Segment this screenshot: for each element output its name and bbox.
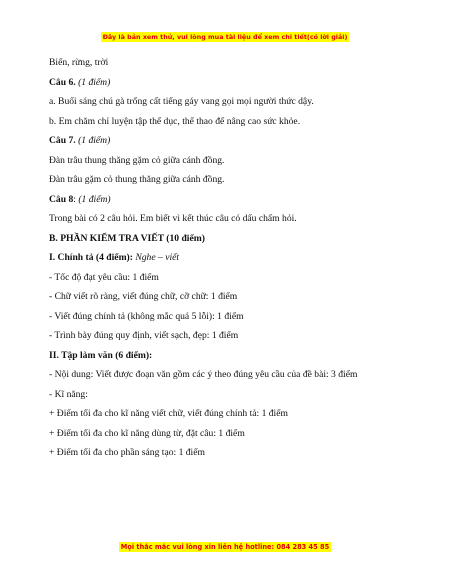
answer-key-content xyxy=(49,56,439,466)
question-8-heading xyxy=(49,193,439,213)
section-b-heading: B. PHẦN KIỂM TRA VIẾT (10 điểm) xyxy=(49,232,205,244)
question-6-heading xyxy=(49,76,439,96)
rubric-item: - Kĩ năng: xyxy=(49,388,88,400)
preview-notice-text: Đây là bản xem thử, vui lòng mua tài liệu để xem chi tiết(có lời giải) xyxy=(102,33,348,41)
hotline-text: Mọi thắc mắc vui lòng xin liên hệ hotline: 084 283 45 85 xyxy=(120,543,330,551)
rubric-item: - Viết đúng chính tả (không mắc quá 5 lỗi): 1 điểm xyxy=(49,310,244,322)
answer-line: a. Buổi sáng chú gà trống cất tiếng gáy vang gọi mọi người thức dậy. xyxy=(49,96,314,107)
question-points: (1 điểm) xyxy=(78,193,111,205)
answer-line: Đàn trâu thung thăng gặm cỏ giữa cánh đồng. xyxy=(49,154,225,166)
rubric-item: - Trình bày đúng quy định, viết sạch, đẹp: 1 điểm xyxy=(49,330,239,341)
answer-line: Biển, rừng, trời xyxy=(49,57,109,68)
rubric-item: - Chữ viết rõ ràng, viết đúng chữ, cỡ chữ: 1 điểm xyxy=(49,291,238,302)
hotline-banner xyxy=(0,536,450,554)
rubric-item: + Điểm tối đa cho kĩ năng dùng từ, đặt câu: 1 điểm xyxy=(49,427,245,439)
question-label: Câu 6. xyxy=(49,76,76,88)
rubric-item: - Nội dung: Viết được đoạn văn gồm các ý theo đúng yêu cầu của đề bài: 3 điểm xyxy=(49,369,358,380)
subsection-2-heading: II. Tập làm văn (6 điểm): xyxy=(49,349,153,361)
rubric-item: - Tốc độ đạt yêu cầu: 1 điểm xyxy=(49,271,159,283)
preview-notice-banner xyxy=(0,26,450,44)
subsection-title: I. Chính tả (4 điểm): xyxy=(49,252,133,263)
answer-line: Đàn trâu gặm cỏ thung thăng giữa cánh đồng. xyxy=(49,174,225,185)
subsection-subtitle: Nghe – viết xyxy=(135,252,180,263)
question-points: (1 điểm) xyxy=(78,76,111,88)
question-label: Câu 7. xyxy=(49,135,76,146)
rubric-item: + Điểm tối đa cho kĩ năng viết chữ, viết đúng chính tả: 1 điểm xyxy=(49,408,288,419)
answer-line: b. Em chăm chỉ luyện tập thể dục, thể thao để nâng cao sức khỏe. xyxy=(49,115,301,127)
question-colon: : xyxy=(73,193,76,205)
question-label: Câu 8 xyxy=(49,193,74,205)
question-7-heading xyxy=(49,134,439,154)
rubric-item: + Điểm tối đa cho phần sáng tạo: 1 điểm xyxy=(49,447,205,458)
subsection-1-heading xyxy=(49,251,439,271)
question-points: (1 điểm) xyxy=(78,135,111,146)
answer-line: Trong bài có 2 câu hỏi. Em biết vì kết thúc câu có dấu chấm hỏi. xyxy=(49,213,297,224)
